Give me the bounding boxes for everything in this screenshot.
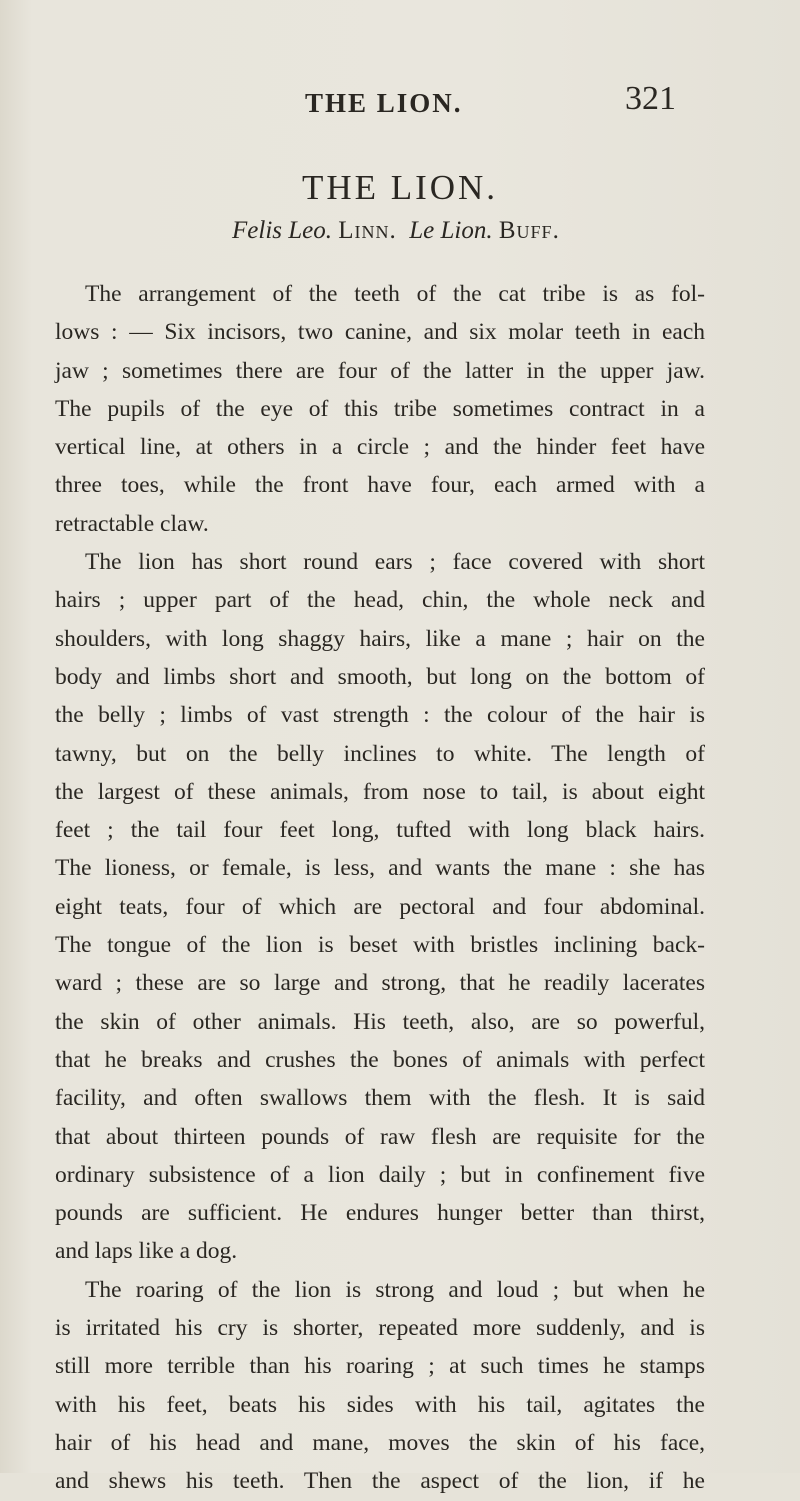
scientific-names [232, 217, 560, 245]
text-line: with his feet, beats his sides with his tail, agitates the [55, 1391, 705, 1418]
text-line: is irritated his cry is shorter, repeated more suddenly, and is [55, 1315, 705, 1342]
text-line: the skin of other animals. His teeth, also, are so powerful, [55, 1008, 705, 1035]
text-line: that about thirteen pounds of raw flesh are requisite for the [55, 1123, 705, 1150]
text-line: feet ; the tail four feet long, tufted with long black hairs. [55, 817, 705, 844]
text-line: lows : — Six incisors, two canine, and six molar teeth in each [55, 319, 705, 346]
text-line: vertical line, at others in a circle ; and the hinder feet have [55, 434, 705, 461]
text-line: retractable claw. [55, 510, 209, 537]
text-line: pounds are sufficient. He endures hunger better than thirst, [55, 1200, 705, 1227]
text-line: The lioness, or female, is less, and wants the mane : she has [55, 855, 705, 882]
text-line: the largest of these animals, from nose to tail, is about eight [55, 778, 705, 805]
author-buffon: Buff. [498, 217, 560, 244]
text-line: eight teats, four of which are pectoral and four abdominal. [55, 893, 705, 920]
text-line: tawny, but on the belly inclines to white. The length of [55, 740, 705, 767]
text-line: jaw ; sometimes there are four of the latter in the upper jaw. [55, 357, 705, 384]
text-line: three toes, while the front have four, each armed with a [55, 472, 705, 499]
chapter-title: THE LION. [301, 168, 499, 207]
text-line: The lion has short round ears ; face covered with short [85, 549, 705, 576]
latin-name: Felis Leo. [232, 217, 339, 244]
text-line: that he breaks and crushes the bones of animals with perfect [55, 1046, 705, 1073]
page-number: 321 [625, 80, 676, 117]
text-line: hair of his head and mane, moves the skin of his face, [55, 1429, 705, 1456]
text-line: still more terrible than his roaring ; at such times he stamps [55, 1353, 705, 1380]
text-line: The arrangement of the teeth of the cat tribe is as fol- [85, 281, 705, 307]
text-line: ward ; these are so large and strong, that he readily lacerates [55, 970, 705, 997]
text-line: and shews his teeth. Then the aspect of the lion, if he [55, 1468, 705, 1495]
running-head: THE LION. [305, 88, 463, 118]
body-text [55, 275, 705, 1501]
text-line: and laps like a dog. [55, 1238, 238, 1265]
text-line: facility, and often swallows them with the flesh. It is said [55, 1085, 705, 1112]
author-linnaeus: Linn. [338, 217, 397, 244]
french-name: Le Lion. [396, 217, 499, 244]
text-line: The tongue of the lion is beset with bristles inclining back- [55, 932, 705, 959]
text-line: shoulders, with long shaggy hairs, like a mane ; hair on the [55, 625, 705, 652]
text-line: The roaring of the lion is strong and loud ; but when he [85, 1276, 705, 1303]
text-line: hairs ; upper part of the head, chin, the whole neck and [55, 587, 705, 614]
text-line: body and limbs short and smooth, but long on the bottom of [55, 663, 705, 690]
text-line: ordinary subsistence of a lion daily ; but in confinement five [55, 1161, 705, 1188]
text-line: The pupils of the eye of this tribe sometimes contract in a [55, 395, 705, 422]
text-line: the belly ; limbs of vast strength : the colour of the hair is [55, 702, 705, 729]
